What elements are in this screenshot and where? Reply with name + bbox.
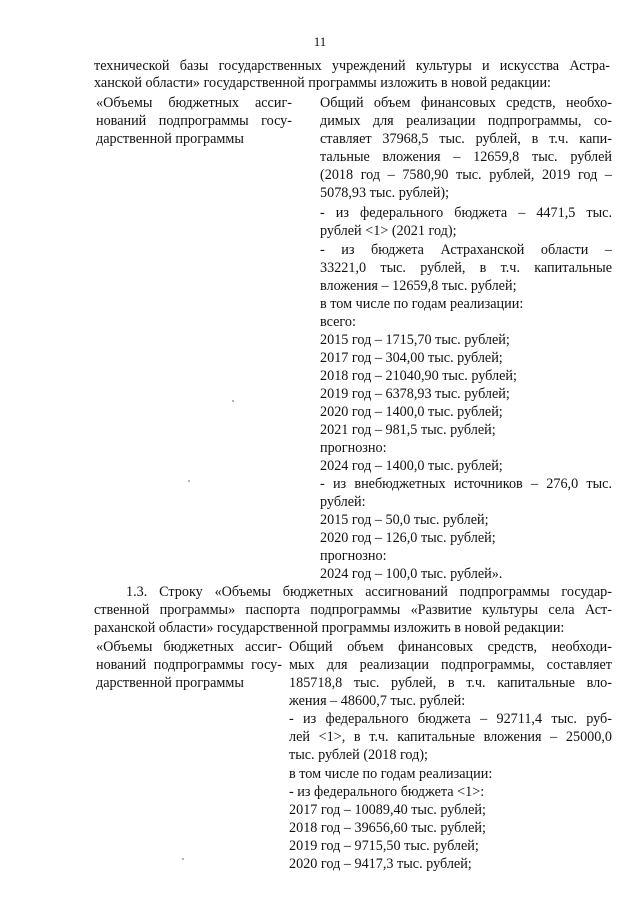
table1-right-line: 2015 год – 50,0 тыс. рублей; xyxy=(320,512,489,528)
table2-right-line: тыс. рублей (2018 год); xyxy=(289,747,428,763)
table1-right-line: 5078,93 тыс. рублей); xyxy=(320,185,450,201)
table1-right-line: прогнозно: xyxy=(320,548,387,564)
table1-right-line: 2021 год – 981,5 тыс. рублей; xyxy=(320,422,496,438)
table1-left-line: нований подпрограммы госу- xyxy=(96,113,292,129)
table2-left-line: дарственной программы xyxy=(96,675,244,691)
scan-speck xyxy=(182,858,184,860)
table2-right-line: - из федерального бюджета – 92711,4 тыс. руб- xyxy=(289,711,612,727)
table1-right-line: - из федерального бюджета – 4471,5 тыс. xyxy=(320,205,612,221)
table2-right-line: в том числе по годам реализации: xyxy=(289,766,493,782)
table1-right-line: 2020 год – 1400,0 тыс. рублей; xyxy=(320,404,503,420)
page-number: 11 xyxy=(313,34,327,49)
paragraph-line: раханской области» государственной программы изложить в новой редакции: xyxy=(94,620,565,636)
table2-left-line: «Объемы бюджетных ассиг- xyxy=(96,639,282,655)
table1-right-line: 2018 год – 21040,90 тыс. рублей; xyxy=(320,368,517,384)
table2-right-line: мых для реализации подпрограммы, составляет xyxy=(289,657,612,673)
table1-right-line: 2017 год – 304,00 тыс. рублей; xyxy=(320,350,503,366)
table2-right-line: Общий объем финансовых средств, необходи- xyxy=(289,639,612,655)
table1-right-line: 33221,0 тыс. рублей, в т.ч. капитальные xyxy=(320,260,612,276)
table1-right-line: - из бюджета Астраханской области – xyxy=(320,242,612,258)
table2-right-line: - из федерального бюджета <1>: xyxy=(289,784,485,800)
table2-right-line: 2019 год – 9715,50 тыс. рублей; xyxy=(289,838,479,854)
table1-right-line: 2015 год – 1715,70 тыс. рублей; xyxy=(320,332,510,348)
table1-left-line: «Объемы бюджетных ассиг- xyxy=(96,95,292,111)
table1-right-line: рублей <1> (2021 год); xyxy=(320,223,457,239)
table2-right-line: жения – 48600,7 тыс. рублей: xyxy=(289,693,466,709)
table1-right-line: прогнозно: xyxy=(320,440,387,456)
table1-right-line: рублей: xyxy=(320,494,366,510)
table2-right-line: лей <1>, в т.ч. капитальные вложения – 25000,0 xyxy=(289,729,612,745)
scan-speck xyxy=(232,400,234,402)
table1-right-line: 2024 год – 100,0 тыс. рублей». xyxy=(320,566,503,582)
table2-right-line: 2020 год – 9417,3 тыс. рублей; xyxy=(289,856,472,872)
table1-right-line: всего: xyxy=(320,314,356,330)
table1-right-line: вложения – 12659,8 тыс. рублей; xyxy=(320,278,517,294)
table1-right-line: димых для реализации подпрограммы, со- xyxy=(320,113,612,129)
table1-right-line: в том числе по годам реализации: xyxy=(320,296,524,312)
table1-right-line: Общий объем финансовых средств, необхо- xyxy=(320,95,612,111)
table2-right-line: 2018 год – 39656,60 тыс. рублей; xyxy=(289,820,486,836)
table2-right-line: 2017 год – 10089,40 тыс. рублей; xyxy=(289,802,486,818)
table2-left-line: нований подпрограммы госу- xyxy=(96,657,282,673)
scan-speck xyxy=(188,480,190,482)
intro-line-2: ханской области» государственной программы изложить в новой редакции: xyxy=(94,75,551,91)
table1-right-line: тальные вложения – 12659,8 тыс. рублей xyxy=(320,149,612,165)
paragraph-line: 1.3. Строку «Объемы бюджетных ассигнований подпрограммы государ- xyxy=(126,584,612,600)
table1-right-line: 2019 год – 6378,93 тыс. рублей; xyxy=(320,386,510,402)
table1-right-line: ставляет 37968,5 тыс. рублей, в т.ч. капи- xyxy=(320,131,612,147)
table1-right-line: (2018 год – 7580,90 тыс. рублей, 2019 год – xyxy=(320,167,612,183)
table1-right-line: - из внебюджетных источников – 276,0 тыс. xyxy=(320,476,612,492)
table1-right-line: 2024 год – 1400,0 тыс. рублей; xyxy=(320,458,503,474)
paragraph-line: ственной программы» паспорта подпрограммы «Развитие культуры села Аст- xyxy=(94,602,612,618)
table1-left-line: дарственной программы xyxy=(96,131,244,147)
intro-line-1: технической базы государственных учреждений культуры и искусства Астра- xyxy=(94,58,610,74)
table1-right-line: 2020 год – 126,0 тыс. рублей; xyxy=(320,530,496,546)
table2-right-line: 185718,8 тыс. рублей, в т.ч. капитальные вло- xyxy=(289,675,612,691)
